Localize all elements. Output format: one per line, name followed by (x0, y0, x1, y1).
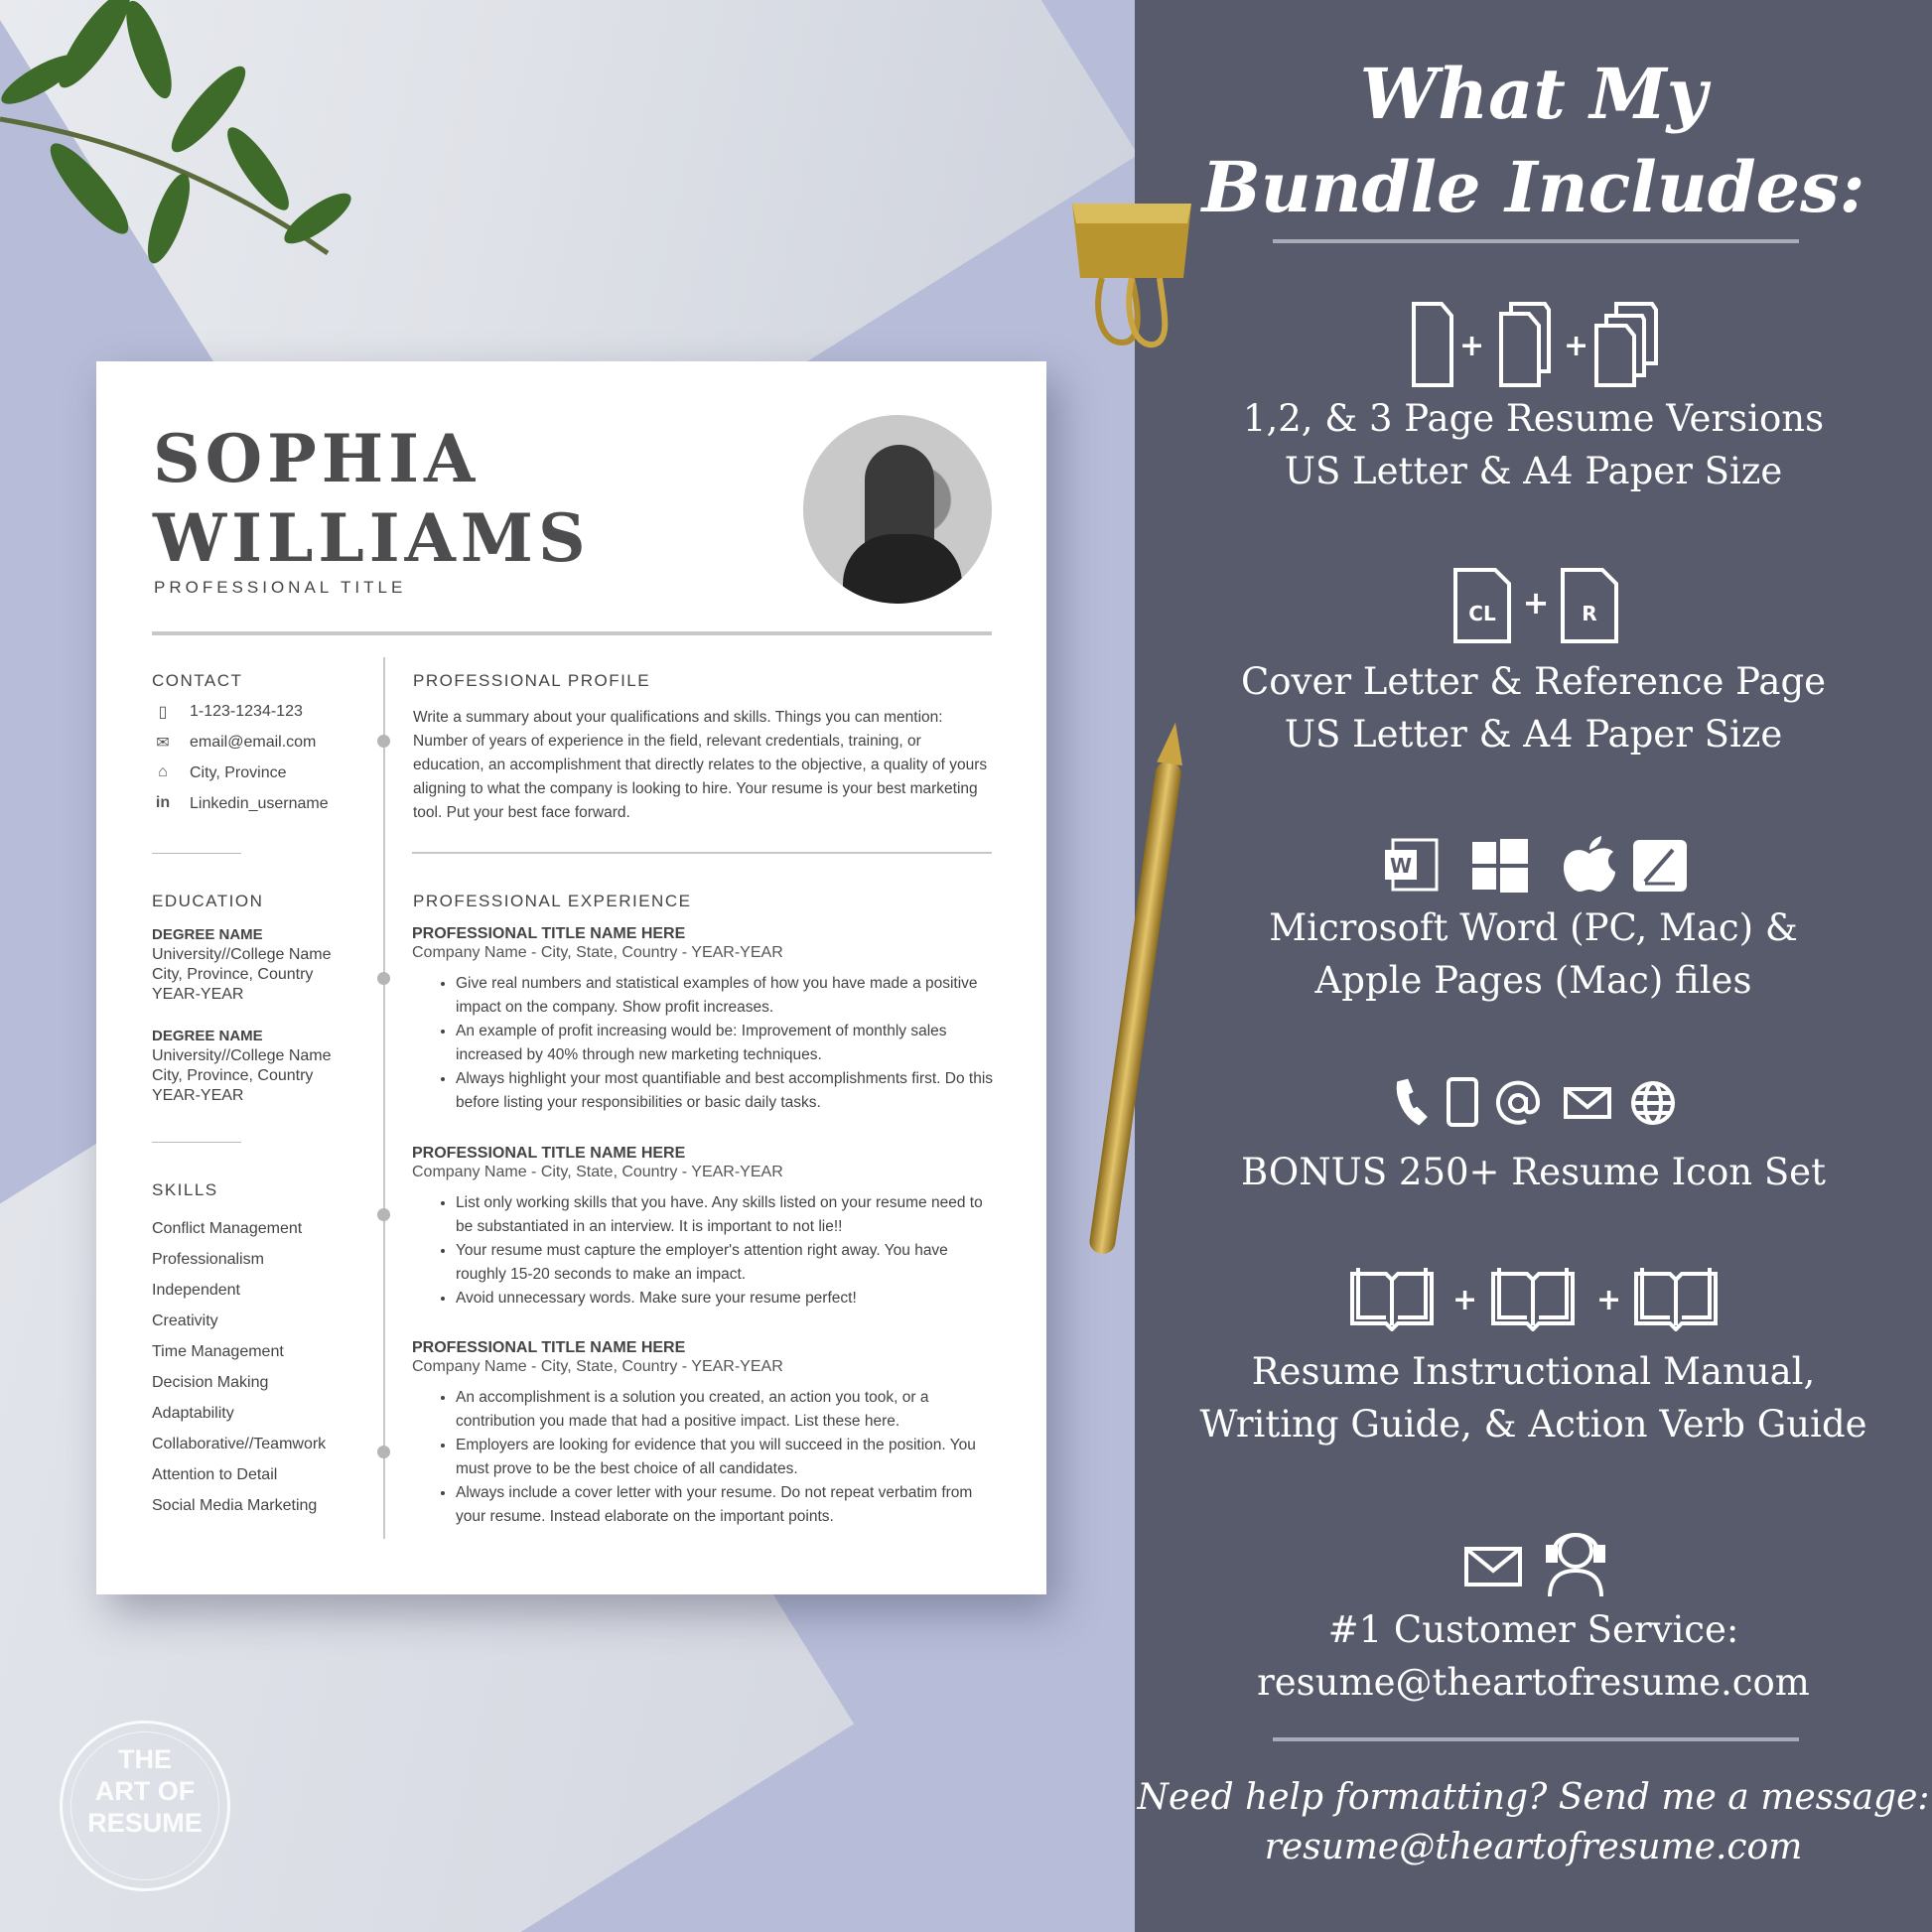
resume-preview (96, 361, 1046, 1594)
skill-item: Independent (152, 1282, 240, 1299)
school-years: YEAR-YEAR (152, 1087, 244, 1104)
feature-text: 1,2, & 3 Page Resume Versions (1242, 397, 1825, 440)
olive-branch-icon (0, 0, 377, 298)
degree-name: DEGREE NAME (152, 926, 263, 943)
job-bullet: • Avoid unnecessary words. Make sure your resume perfect! (456, 1287, 998, 1311)
contact-location-text: City, Province (190, 764, 287, 781)
contact-linkedin-text: Linkedin_username (190, 795, 329, 812)
column-divider (383, 657, 385, 1539)
divider (1273, 239, 1799, 243)
job-bullet: • Give real numbers and statistical examples of how you have made a positive impact on the company. Show profit increases. (456, 972, 998, 1020)
skill-item: Adaptability (152, 1405, 234, 1422)
feature-icon-set (1135, 1146, 1932, 1198)
school-place: City, Province, Country (152, 966, 314, 983)
skill-item: Time Management (152, 1343, 284, 1360)
feature-text: Writing Guide, & Action Verb Guide (1199, 1403, 1867, 1446)
feature-text: US Letter & A4 Paper Size (1284, 713, 1783, 756)
feature-customer-service (1135, 1603, 1932, 1709)
education-item (152, 1027, 332, 1106)
job-company: Company Name - City, State, Country - YEAR-YEAR (412, 1164, 783, 1180)
job-bullet: • Always highlight your most quantifiable and best accomplishments first. Do this before listing your responsibilities or basic daily tasks. (456, 1067, 998, 1115)
divider (152, 853, 241, 854)
resume-name (153, 419, 591, 578)
job-company: Company Name - City, State, Country - YEAR-YEAR (412, 944, 783, 961)
svg-text:+: + (1452, 1283, 1478, 1317)
resume-professional-title: PROFESSIONAL TITLE (154, 578, 407, 597)
art-of-resume-logo (60, 1721, 230, 1891)
page-stack-icons (1410, 298, 1668, 389)
feature-text: BONUS 250+ Resume Icon Set (1241, 1151, 1826, 1193)
contact-phone-text: 1-123-1234-123 (190, 703, 303, 720)
profile-photo (803, 415, 992, 604)
bundle-headline (1135, 48, 1932, 234)
divider (152, 1142, 241, 1143)
software-icons (1385, 836, 1689, 894)
job-bullet: • Your resume must capture the employer's attention right away. You have roughly 15-20 seconds to make an impact. (456, 1239, 998, 1287)
job-bullet: • An example of profit increasing would be: Improvement of monthly sales increased by 40% through new marketing techniques. (456, 1020, 998, 1067)
envelope-icon: ✉ (156, 735, 170, 752)
job-bullet: • List only working skills that you have. Any skills listed on your resume need to be substantiated in an interview. It is important to not lie!! (456, 1191, 998, 1239)
logo-text-line: THE (118, 1744, 172, 1774)
profile-summary: Write a summary about your qualifications and skills. Things you can mention: Number of years of experience in the field, relevant credentials, training, or education, an accomplishment that directly relates to the objective, a quality of yours aligning to what the company is looking to hire. Your resume is your best marketing tool. Put your best face forward. (413, 709, 988, 821)
job-title: PROFESSIONAL TITLE NAME HERE (412, 1145, 686, 1162)
experience-entry (412, 1339, 998, 1529)
feature-cover-letter (1135, 655, 1932, 760)
word-label: W (1389, 854, 1413, 878)
mobile-phone-icon: ▯ (158, 704, 168, 721)
contact-phone (152, 702, 303, 722)
job-company: Company Name - City, State, Country - YEAR-YEAR (412, 1358, 783, 1375)
headline-line: What My (1359, 53, 1708, 135)
help-message (1135, 1773, 1932, 1872)
contact-heading: CONTACT (152, 671, 243, 690)
degree-name: DEGREE NAME (152, 1028, 263, 1044)
timeline-dot (377, 972, 390, 985)
school-name: University//College Name (152, 1047, 332, 1064)
skill-item: Professionalism (152, 1251, 264, 1268)
svg-text:+: + (1596, 1283, 1622, 1317)
contact-location (152, 763, 287, 783)
feature-software (1135, 901, 1932, 1007)
divider (1273, 1737, 1799, 1741)
skill-item: Collaborative//Teamwork (152, 1436, 327, 1452)
skills-heading: SKILLS (152, 1180, 218, 1199)
divider (412, 852, 992, 854)
cl-r-doc-icons (1451, 566, 1622, 645)
home-icon: ⌂ (158, 763, 168, 780)
svg-text:+: + (1564, 329, 1589, 363)
logo-text-line: RESUME (87, 1808, 203, 1838)
support-icons (1464, 1519, 1618, 1598)
header-divider (152, 631, 992, 635)
feature-text: Apple Pages (Mac) files (1314, 959, 1752, 1002)
svg-text:+: + (1522, 584, 1550, 621)
feature-text: Microsoft Word (PC, Mac) & (1269, 906, 1798, 949)
experience-entry (412, 925, 998, 1115)
feature-text: US Letter & A4 Paper Size (1284, 450, 1783, 492)
resume-first-name: SOPHIA (153, 420, 481, 497)
education-item (152, 925, 332, 1005)
contact-email-text: email@email.com (190, 734, 317, 751)
profile-heading: PROFESSIONAL PROFILE (413, 671, 651, 690)
logo-text-line: ART OF (94, 1776, 196, 1806)
school-name: University//College Name (152, 946, 332, 963)
support-email: resume@theartofresume.com (1257, 1661, 1810, 1704)
experience-entry (412, 1145, 998, 1311)
r-label: R (1582, 602, 1597, 625)
resume-last-name: WILLIAMS (153, 499, 591, 577)
feature-guides (1135, 1345, 1932, 1450)
feature-text: Cover Letter & Reference Page (1240, 660, 1827, 703)
headline-line: Bundle Includes: (1201, 146, 1865, 228)
skill-item: Social Media Marketing (152, 1497, 318, 1514)
school-place: City, Province, Country (152, 1067, 314, 1084)
cl-label: CL (1468, 602, 1496, 625)
contact-icons (1395, 1077, 1683, 1127)
job-bullet: • Employers are looking for evidence that you will succeed in the position. You must prove to be the best choice of all candidates. (456, 1434, 998, 1481)
timeline-dot (377, 1446, 390, 1458)
skill-item: Conflict Management (152, 1220, 303, 1237)
book-icons (1348, 1266, 1725, 1331)
job-bullet: • Always include a cover letter with your resume. Do not repeat verbatim from your resume. Instead elaborate on the important points. (456, 1481, 998, 1529)
feature-text: Resume Instructional Manual, (1251, 1350, 1816, 1393)
contact-email (152, 733, 316, 753)
contact-linkedin (152, 794, 329, 814)
job-bullet: • An accomplishment is a solution you created, an action you took, or a contribution you made that had a positive impact. List these here. (456, 1386, 998, 1434)
job-title: PROFESSIONAL TITLE NAME HERE (412, 925, 686, 942)
timeline-dot (377, 1208, 390, 1221)
timeline-dot (377, 735, 390, 748)
experience-heading: PROFESSIONAL EXPERIENCE (413, 892, 692, 910)
skill-item: Creativity (152, 1312, 218, 1329)
skill-item: Decision Making (152, 1374, 269, 1391)
education-heading: EDUCATION (152, 892, 264, 910)
feature-page-versions (1135, 392, 1932, 497)
school-years: YEAR-YEAR (152, 986, 244, 1003)
skill-item: Attention to Detail (152, 1466, 278, 1483)
job-title: PROFESSIONAL TITLE NAME HERE (412, 1339, 686, 1356)
skills-list (152, 1213, 326, 1521)
linkedin-icon: in (155, 794, 171, 811)
help-email: resume@theartofresume.com (1264, 1827, 1803, 1867)
help-text: Need help formatting? Send me a message: (1137, 1777, 1930, 1818)
feature-text: #1 Customer Service: (1327, 1608, 1739, 1651)
svg-text:+: + (1459, 329, 1485, 363)
